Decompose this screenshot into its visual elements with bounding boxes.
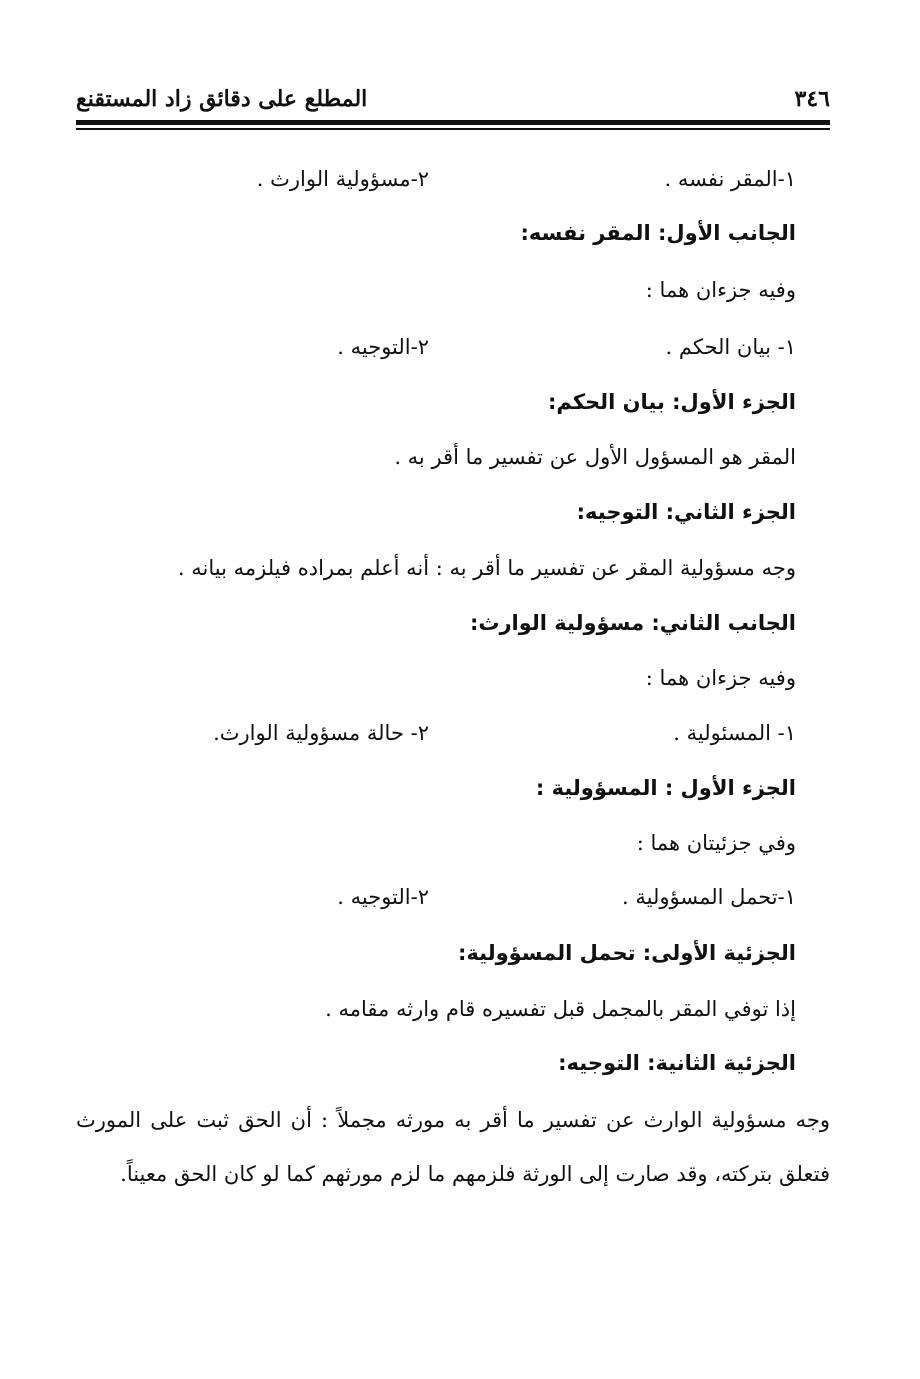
- running-title: المطلع على دقائق زاد المستقنع: [76, 86, 368, 112]
- enumeration-row: [76, 332, 796, 362]
- body-paragraph: وجه مسؤولية الوارث عن تفسير ما أقر به مورثه مجملاً : أن الحق ثبت على المورث فتعلق بتركته، وقد صارت إلى الورثة فلزمهم ما لزم مورثهم كما لو كان الحق معيناً.: [76, 1108, 830, 1186]
- enum-item-2: ٢-التوجيه .: [337, 335, 429, 359]
- section-heading: الجانب الأول: المقر نفسه:: [520, 221, 796, 245]
- enum-item-1: ١- المسئولية .: [673, 721, 796, 745]
- section-heading: الجزئية الثانية: التوجيه:: [558, 1051, 796, 1075]
- section-heading: الجزء الثاني: التوجيه:: [576, 500, 796, 524]
- header-rule-thin: [76, 128, 830, 130]
- text-line: إذا توفي المقر بالمجمل قبل تفسيره قام وارثه مقامه .: [325, 997, 796, 1021]
- enum-item-2: ٢- حالة مسؤولية الوارث.: [213, 721, 429, 745]
- section-heading: الجزء الأول : المسؤولية :: [535, 776, 796, 800]
- enumeration-row: [76, 718, 796, 748]
- enum-item-2: ٢-التوجيه .: [337, 885, 429, 909]
- section-heading: الجانب الثاني: مسؤولية الوارث:: [469, 611, 796, 635]
- enum-item-2: ٢-مسؤولية الوارث .: [256, 167, 429, 191]
- page-header: [76, 82, 830, 122]
- text-line: وجه مسؤولية المقر عن تفسير ما أقر به : أنه أعلم بمراده فيلزمه بيانه .: [177, 556, 796, 580]
- text-line: وفي جزئيتان هما :: [636, 831, 796, 855]
- page-number: ٣٤٦: [794, 86, 830, 112]
- text-line: المقر هو المسؤول الأول عن تفسير ما أقر به .: [394, 445, 796, 469]
- enumeration-row: [76, 164, 796, 194]
- enum-item-1: ١-المقر نفسه .: [664, 167, 796, 191]
- text-line: وفيه جزءان هما :: [645, 666, 796, 690]
- section-heading: الجزئية الأولى: تحمل المسؤولية:: [457, 941, 796, 965]
- enum-item-1: ١-تحمل المسؤولية .: [622, 885, 796, 909]
- section-heading: الجزء الأول: بيان الحكم:: [547, 390, 796, 414]
- header-rule-thick: [76, 120, 830, 125]
- text-line: وفيه جزءان هما :: [645, 278, 796, 302]
- enumeration-row: [76, 882, 796, 912]
- enum-item-1: ١- بيان الحكم .: [665, 335, 796, 359]
